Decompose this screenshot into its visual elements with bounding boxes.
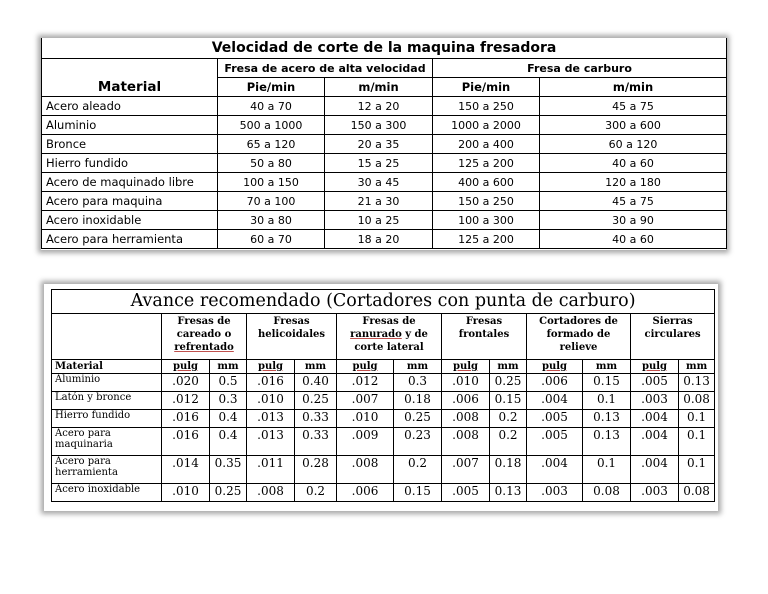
group-label: refrentado [174,342,234,353]
feed-rate-card [44,284,718,511]
material-cell: Acero para herramienta [42,230,218,249]
value-cell: 0.35 [210,456,247,484]
unit-header: Pie/min [433,78,540,97]
value-cell: 300 a 600 [540,116,727,135]
value-cell: 0.13 [583,428,631,456]
unit-label: pulg [172,361,199,372]
value-cell: 40 a 60 [540,154,727,173]
value-cell: 0.1 [679,428,715,456]
value-cell: .004 [631,456,679,484]
group-slotting [337,314,442,360]
unit-header [247,360,295,374]
unit-label: mm [685,361,708,372]
table-row [52,410,715,428]
value-cell: 100 a 150 [218,173,325,192]
value-cell: 0.1 [583,392,631,410]
unit-label: pulg [452,361,479,372]
value-cell: 1000 a 2000 [433,116,540,135]
value-cell: .012 [337,374,394,392]
value-cell: .005 [527,410,583,428]
value-cell: 400 a 600 [433,173,540,192]
value-cell: 150 a 250 [433,192,540,211]
value-cell: .004 [527,456,583,484]
feed-rate-table [51,289,715,502]
unit-header [394,360,442,374]
unit-label: mm [304,361,327,372]
value-cell: .011 [247,456,295,484]
value-cell: 30 a 80 [218,211,325,230]
value-cell: .008 [337,456,394,484]
value-cell: .013 [247,410,295,428]
feed-rate-title: Avance recomendado (Cortadores con punta de carburo) [52,290,715,314]
group-form-relief: Cortadores de formado de relieve [527,314,631,360]
material-group-cell [52,314,162,360]
unit-label: mm [217,361,239,372]
material-cell: Acero para maquinaria [52,428,162,456]
value-cell: 40 a 70 [218,97,325,116]
unit-label: pulg [257,361,284,372]
value-cell: .008 [247,484,295,502]
value-cell: 0.1 [679,456,715,484]
value-cell: .010 [162,484,210,502]
table-row [42,116,727,135]
value-cell: 0.4 [210,428,247,456]
table-row [42,230,727,249]
material-cell: Acero aleado [42,97,218,116]
unit-label: pulg [352,361,378,372]
unit-header [162,360,210,374]
value-cell: 18 a 20 [325,230,433,249]
cutting-speed-title: Velocidad de corte de la maquina fresadora [42,38,727,59]
value-cell: 0.15 [394,484,442,502]
value-cell: .006 [337,484,394,502]
value-cell: 45 a 75 [540,97,727,116]
value-cell: 20 a 35 [325,135,433,154]
group-end-mill: Fresas frontales [442,314,527,360]
value-cell: 45 a 75 [540,192,727,211]
unit-header [679,360,715,374]
value-cell: .010 [247,392,295,410]
unit-header [631,360,679,374]
table-row [42,173,727,192]
material-header: Material [52,360,162,374]
value-cell: .012 [162,392,210,410]
group-circular-saws: Sierras circulares [631,314,715,360]
value-cell: 0.3 [210,392,247,410]
unit-header: m/min [540,78,727,97]
group-face-mill [162,314,247,360]
value-cell: 21 a 30 [325,192,433,211]
unit-header [295,360,337,374]
value-cell: 0.40 [295,374,337,392]
value-cell: 0.2 [490,428,527,456]
value-cell: 0.13 [583,410,631,428]
value-cell: 150 a 300 [325,116,433,135]
value-cell: .020 [162,374,210,392]
value-cell: 0.23 [394,428,442,456]
material-cell: Latón y bronce [52,392,162,410]
group-label: y de corte lateral [354,329,428,353]
table-row [42,97,727,116]
unit-label: pulg [541,361,568,372]
unit-header [442,360,490,374]
value-cell: .016 [162,428,210,456]
material-cell: Acero de maquinado libre [42,173,218,192]
table-row [52,484,715,502]
table-row [42,135,727,154]
table-row [42,154,727,173]
value-cell: .007 [442,456,490,484]
value-cell: 100 a 300 [433,211,540,230]
cutting-speed-card [41,38,726,250]
value-cell: 120 a 180 [540,173,727,192]
value-cell: .008 [442,410,490,428]
value-cell: 0.13 [679,374,715,392]
unit-header [527,360,583,374]
value-cell: 40 a 60 [540,230,727,249]
unit-header: m/min [325,78,433,97]
material-cell: Acero para herramienta [52,456,162,484]
unit-header [583,360,631,374]
table-row [52,374,715,392]
value-cell: .014 [162,456,210,484]
table-row [42,211,727,230]
material-cell: Hierro fundido [42,154,218,173]
material-cell: Aluminio [42,116,218,135]
value-cell: .003 [631,392,679,410]
value-cell: 0.13 [490,484,527,502]
material-cell: Acero inoxidable [52,484,162,502]
group-carbide-header: Fresa de carburo [433,59,727,78]
value-cell: 0.1 [583,456,631,484]
value-cell: 0.25 [394,410,442,428]
value-cell: 50 a 80 [218,154,325,173]
value-cell: .003 [527,484,583,502]
group-label: Fresas de [362,316,416,327]
value-cell: .006 [527,374,583,392]
material-cell: Bronce [42,135,218,154]
value-cell: 0.18 [394,392,442,410]
material-cell: Aluminio [52,374,162,392]
table-row [52,392,715,410]
value-cell: .010 [337,410,394,428]
value-cell: 60 a 120 [540,135,727,154]
unit-label: mm [406,361,429,372]
cutting-speed-table [41,38,727,249]
unit-header [210,360,247,374]
unit-label: pulg [641,361,668,372]
value-cell: 10 a 25 [325,211,433,230]
value-cell: .004 [631,428,679,456]
unit-label: mm [595,361,618,372]
value-cell: .005 [527,428,583,456]
group-label: Fresas de careado o [176,316,232,340]
value-cell: 0.15 [490,392,527,410]
value-cell: 15 a 25 [325,154,433,173]
value-cell: .007 [337,392,394,410]
value-cell: .004 [631,410,679,428]
value-cell: 0.08 [679,484,715,502]
value-cell: 0.33 [295,410,337,428]
value-cell: 150 a 250 [433,97,540,116]
table-row [52,428,715,456]
value-cell: .016 [247,374,295,392]
value-cell: .013 [247,428,295,456]
value-cell: 12 a 20 [325,97,433,116]
value-cell: 0.18 [490,456,527,484]
table-row [52,456,715,484]
group-label: ranurado [350,329,402,340]
unit-header: Pie/min [218,78,325,97]
value-cell: 65 a 120 [218,135,325,154]
value-cell: 70 a 100 [218,192,325,211]
value-cell: 200 a 400 [433,135,540,154]
value-cell: 0.25 [490,374,527,392]
group-hss-header: Fresa de acero de alta velocidad [218,59,433,78]
value-cell: .006 [442,392,490,410]
value-cell: 500 a 1000 [218,116,325,135]
table-row [42,192,727,211]
value-cell: .003 [631,484,679,502]
value-cell: 0.15 [583,374,631,392]
material-cell: Acero inoxidable [42,211,218,230]
value-cell: .004 [527,392,583,410]
value-cell: 0.08 [583,484,631,502]
group-helical: Fresas helicoidales [247,314,337,360]
unit-header [490,360,527,374]
value-cell: 30 a 45 [325,173,433,192]
value-cell: .010 [442,374,490,392]
value-cell: 0.3 [394,374,442,392]
unit-header [337,360,394,374]
unit-label: mm [497,361,519,372]
value-cell: 60 a 70 [218,230,325,249]
value-cell: 125 a 200 [433,230,540,249]
value-cell: 30 a 90 [540,211,727,230]
value-cell: .005 [442,484,490,502]
value-cell: 0.25 [295,392,337,410]
value-cell: 0.5 [210,374,247,392]
value-cell: 0.25 [210,484,247,502]
value-cell: 0.2 [490,410,527,428]
material-header: Material [42,59,218,97]
value-cell: 0.08 [679,392,715,410]
value-cell: .009 [337,428,394,456]
value-cell: 0.2 [295,484,337,502]
value-cell: .005 [631,374,679,392]
value-cell: 0.2 [394,456,442,484]
value-cell: .008 [442,428,490,456]
value-cell: 125 a 200 [433,154,540,173]
material-cell: Acero para maquina [42,192,218,211]
value-cell: 0.33 [295,428,337,456]
value-cell: .016 [162,410,210,428]
value-cell: 0.4 [210,410,247,428]
value-cell: 0.1 [679,410,715,428]
value-cell: 0.28 [295,456,337,484]
material-cell: Hierro fundido [52,410,162,428]
